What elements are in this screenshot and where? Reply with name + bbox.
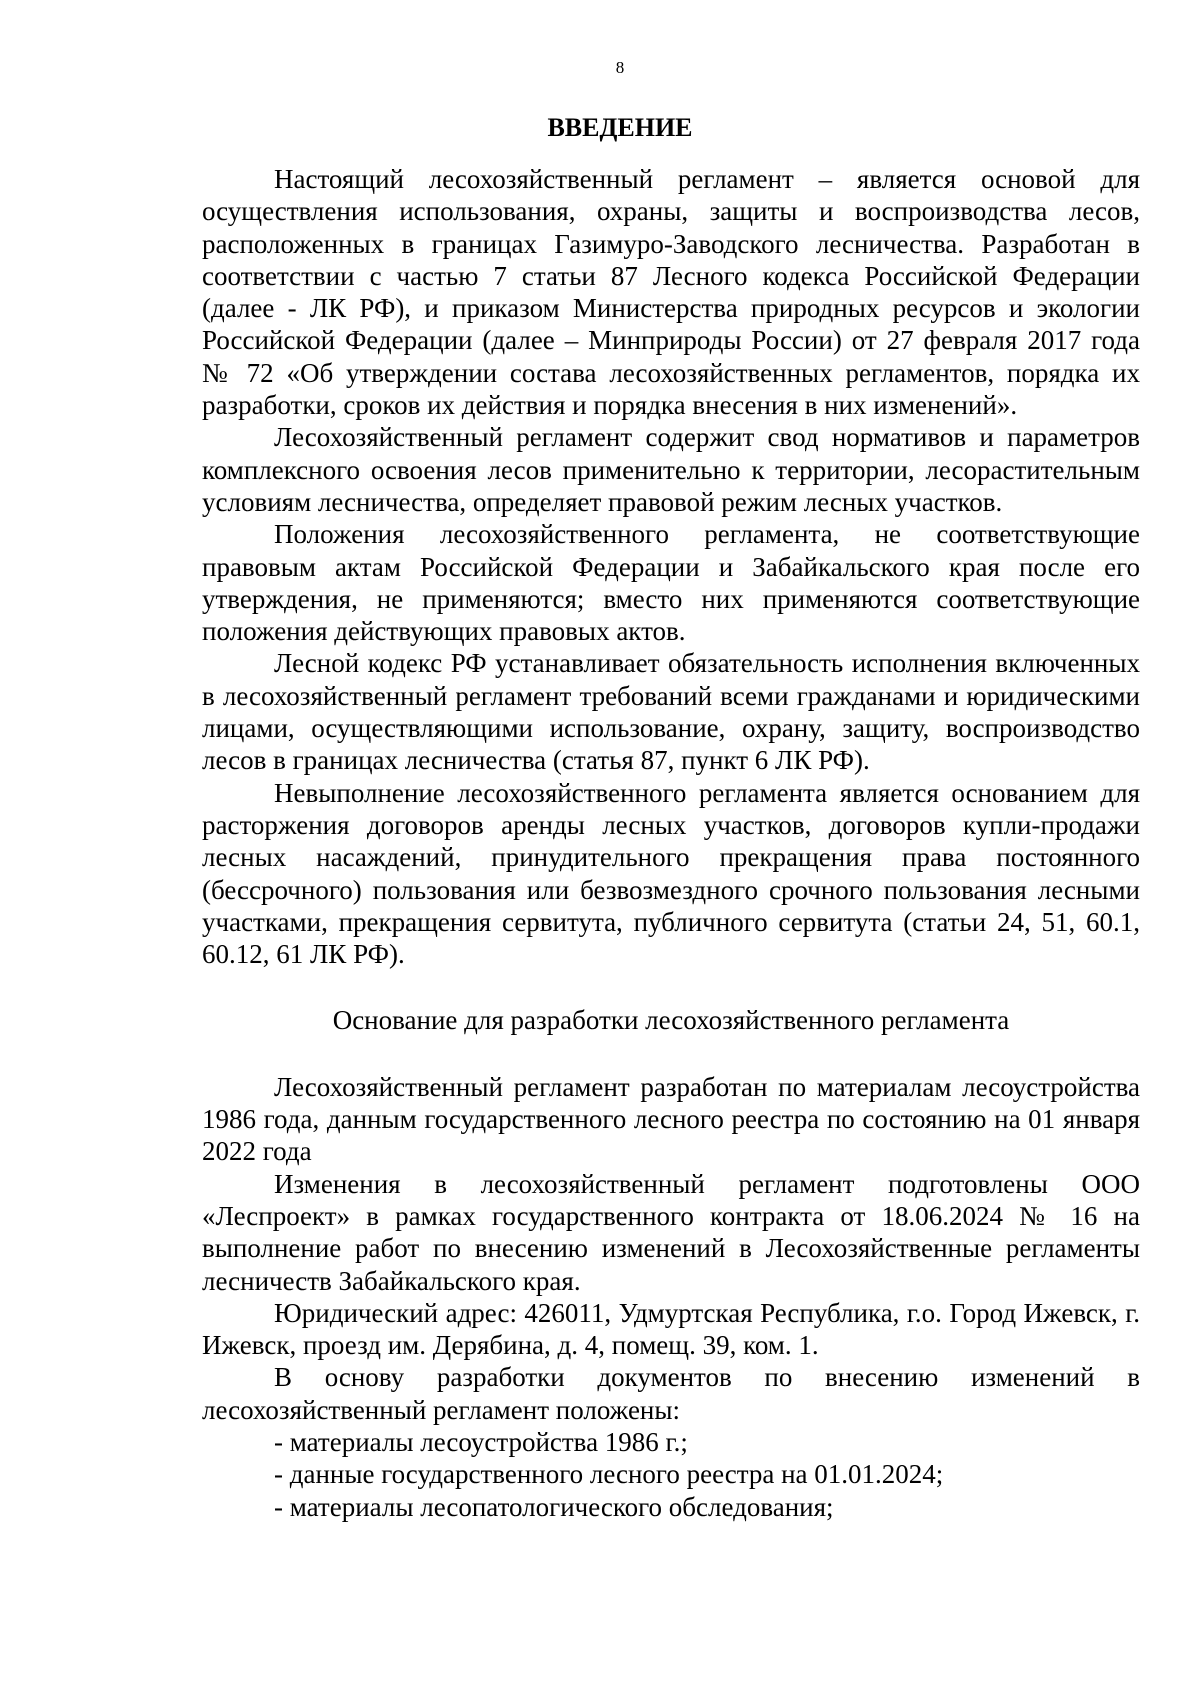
paragraph: Лесохозяйственный регламент содержит свод нормативов и параметров комплексного освоения лесов применительно к территории, лесорастительным условиям лесничества, определяет правовой режим лесных участков. <box>202 422 1140 517</box>
section-subheading: Основание для разработки лесохозяйственного регламента <box>332 1005 1010 1036</box>
paragraph: Настоящий лесохозяйственный регламент – является основой для осуществления использования, охраны, защиты и воспроизводства лесов, расположенных в границах Газимуро-Заводского лесничества. Разработан в соответствии с частью 7 статьи 87 Лесного кодекса Российской Федерации (далее - ЛК РФ), и приказом Министерства природных ресурсов и экологии Российской Федерации (далее – Минприроды России) от 27 февраля 2017 года № 72 «Об утверждении состава лесохозяйственных регламентов, порядка их разработки, сроков их действия и порядка внесения в них изменений». <box>202 164 1140 421</box>
page-number: 8 <box>615 58 625 77</box>
paragraph: Изменения в лесохозяйственный регламент подготовлены ООО «Леспроект» в рамках государственного контракта от 18.06.2024 № 16 на выполнение работ по внесению изменений в Лесохозяйственные регламенты лесничеств Забайкальского края. <box>202 1168 1140 1296</box>
paragraph: Невыполнение лесохозяйственного регламента является основанием для расторжения договоров аренды лесных участков, договоров купли-продажи лесных насаждений, принудительного прекращения права постоянного (бессрочного) пользования или безвозмездного срочного пользования лесными участками, прекращения сервитута, публичного сервитута (статьи 24, 51, 60.1, 60.12, 61 ЛК РФ). <box>202 777 1140 970</box>
paragraph: В основу разработки документов по внесению изменений в лесохозяйственный регламент положены: <box>202 1362 1140 1425</box>
document-body <box>202 163 1140 1523</box>
paragraph: Лесохозяйственный регламент разработан по материалам лесоустройства 1986 года, данным государственного лесного реестра по состоянию на 01 января 2022 года <box>202 1071 1140 1167</box>
list-item: - материалы лесопатологического обследования; <box>274 1491 834 1522</box>
paragraph: Юридический адрес: 426011, Удмуртская Республика, г.о. Город Ижевск, г. Ижевск, проезд им. Дерябина, д. 4, помещ. 39, ком. 1. <box>202 1297 1140 1361</box>
paragraph: Положения лесохозяйственного регламента, не соответствующие правовым актам Российской Федерации и Забайкальского края после его утверждения, не применяются; вместо них применяются соответствующие положения действующих правовых актов. <box>202 519 1140 647</box>
list-item: - материалы лесоустройства 1986 г.; <box>274 1426 688 1457</box>
list-item: - данные государственного лесного реестра на 01.01.2024; <box>274 1459 944 1490</box>
paragraph: Лесной кодекс РФ устанавливает обязательность исполнения включенных в лесохозяйственный регламент требований всеми гражданами и юридическими лицами, осуществляющими использование, охрану, защиту, воспроизводство лесов в границах лесничества (статья 87, пункт 6 ЛК РФ). <box>202 648 1140 776</box>
page-title: ВВЕДЕНИЕ <box>547 113 693 142</box>
